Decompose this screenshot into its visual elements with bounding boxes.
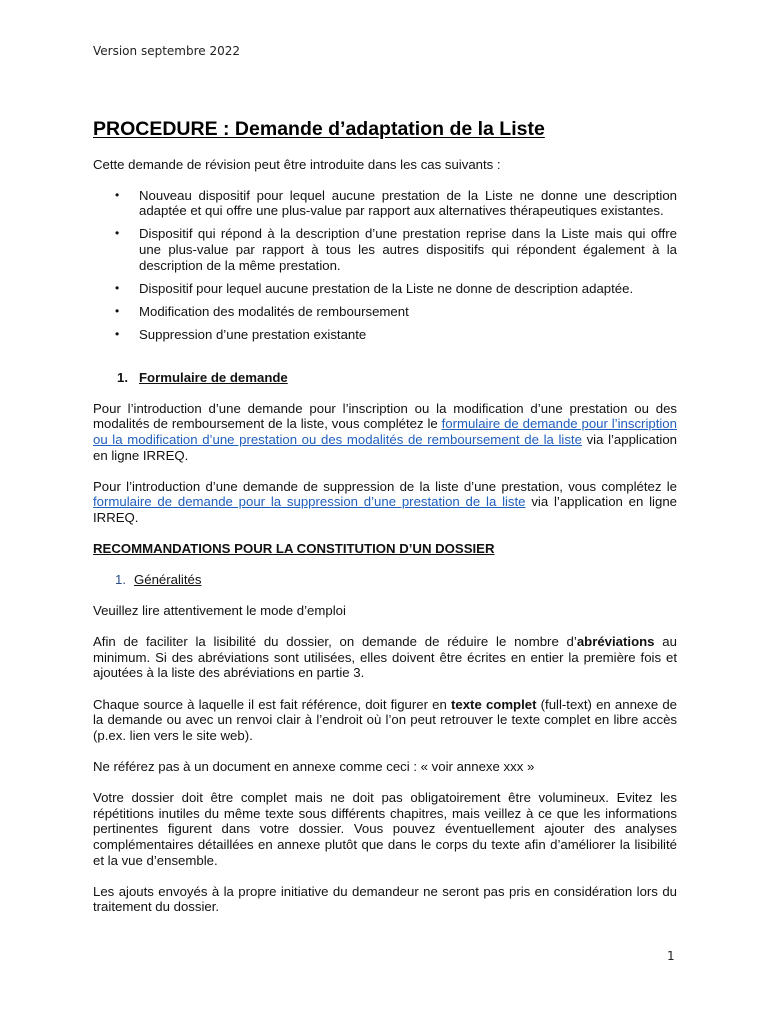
bullet-icon: • <box>115 187 120 202</box>
paragraph-annexe: Ne référez pas à un document en annexe comme ceci : « voir annexe xxx » <box>93 759 535 774</box>
bullet-icon: • <box>115 303 120 318</box>
paragraph-abreviations: Afin de faciliter la lisibilité du dossier, on demande de réduire le nombre d’abréviations au minimum. Si des abréviations sont utilisées, elles doivent être écrites en entier la première fois et ajoutées à la liste des abréviations en partie 3. <box>93 634 677 681</box>
paragraph-dossier-complet: Votre dossier doit être complet mais ne doit pas obligatoirement être volumineux. Evitez les répétitions inutiles du même texte sous différents chapitres, mais veillez à ce que les informations pertinentes figurent dans votre dossier. Vous pouvez éventuellement ajouter des analyses complémentaires détaillées en annexe plutôt que dans le corps du texte afin d’améliorer la lisibilité et la vue d’ensemble. <box>93 790 677 868</box>
page-number: 1 <box>667 949 675 963</box>
subsection-heading-generalites <box>93 572 677 588</box>
version-header: Version septembre 2022 <box>93 44 240 58</box>
section-title: Formulaire de demande <box>139 369 288 385</box>
document-body <box>93 117 677 931</box>
bullet-icon: • <box>115 280 120 295</box>
list-item: • Modification des modalités de remboursement <box>115 303 409 319</box>
inscription-form-link[interactable]: formulaire de demande pour l’inscription ou la modification d’une prestation ou des modalités de remboursement de la liste <box>93 416 677 447</box>
paragraph-ajouts: Les ajouts envoyés à la propre initiative du demandeur ne seront pas pris en considération lors du traitement du dossier. <box>93 883 677 915</box>
form-paragraph-suppression: Pour l’introduction d’une demande de suppression de la liste d’une prestation, vous complétez le formulaire de demande pour la suppression d’une prestation de la liste via l’application en ligne IRREQ. <box>93 478 677 525</box>
list-item: • Nouveau dispositif pour lequel aucune prestation de la Liste ne donne une description adaptée et qui offre une plus-value par rapport aux alternatives thérapeutiques existantes. <box>115 187 677 219</box>
cases-list <box>93 188 677 343</box>
list-item: • Dispositif qui répond à la description d’une prestation reprise dans la Liste mais qui offre une plus-value par rapport à tous les autres dispositifs qui répondent également à la description de la même prestation. <box>115 226 677 273</box>
subsection-title: Généralités <box>134 572 202 588</box>
recommendations-heading: RECOMMANDATIONS POUR LA CONSTITUTION D’UN DOSSIER <box>93 541 495 557</box>
intro-text: Cette demande de révision peut être introduite dans les cas suivants : <box>93 157 501 172</box>
list-item: • Dispositif pour lequel aucune prestation de la Liste ne donne de description adaptée. <box>115 280 634 296</box>
bullet-icon: • <box>115 327 120 342</box>
bullet-icon: • <box>115 226 120 241</box>
section-number: 1. <box>117 369 128 385</box>
page-title: PROCEDURE : Demande d’adaptation de la Liste <box>93 118 545 140</box>
form-paragraph-inscription: Pour l’introduction d’une demande pour l’inscription ou la modification d’une prestation ou des modalités de remboursement de la liste, vous complétez le formulaire de demande pour l’inscription ou la modification d’une prestation ou des modalités de remboursement de la liste via l’application en ligne IRREQ. <box>93 400 677 463</box>
subsection-number: 1. <box>115 572 126 588</box>
section-heading-form <box>93 370 677 386</box>
paragraph-mode-emploi: Veuillez lire attentivement le mode d’emploi <box>93 603 346 619</box>
list-item: • Suppression d’une prestation existante <box>115 327 367 343</box>
suppression-form-link[interactable]: formulaire de demande pour la suppression d’une prestation de la liste <box>93 494 526 510</box>
paragraph-texte-complet: Chaque source à laquelle il est fait référence, doit figurer en texte complet (full-text) en annexe de la demande ou avec un renvoi clair à l’endroit où l’on peut retrouver le texte complet en libre accès (p.ex. lien vers le site web). <box>93 696 678 743</box>
